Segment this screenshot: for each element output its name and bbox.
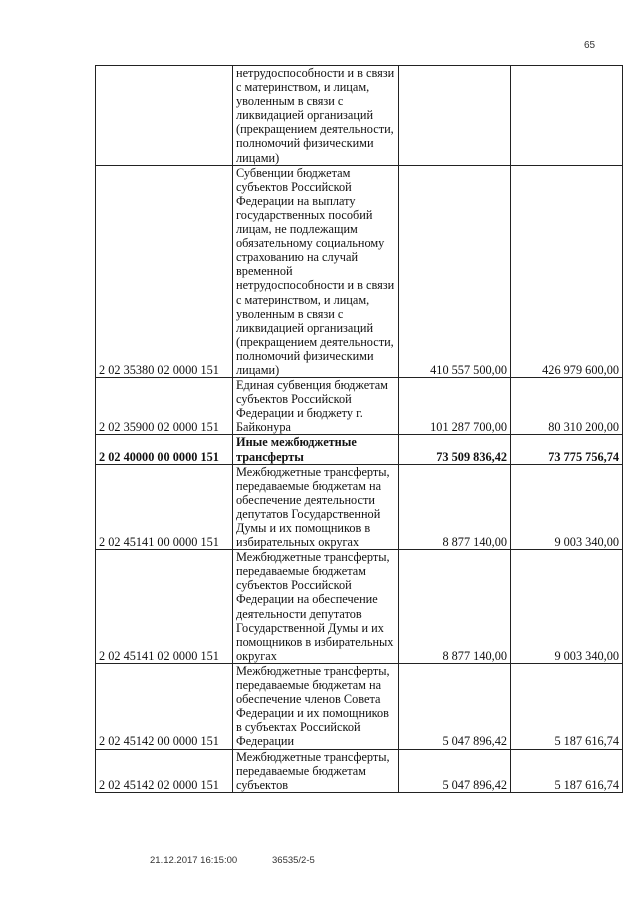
- amount-cell-2: 73 775 756,74: [511, 435, 623, 464]
- footer-timestamp: 21.12.2017 16:15:00: [150, 855, 238, 866]
- budget-code-cell: 2 02 45141 00 0000 151: [96, 464, 233, 550]
- budget-table: [95, 65, 623, 793]
- amount-cell-2: 9 003 340,00: [511, 464, 623, 550]
- table-row: [96, 663, 623, 749]
- budget-code-cell: 2 02 45142 02 0000 151: [96, 749, 233, 792]
- budget-code-cell: 2 02 35900 02 0000 151: [96, 378, 233, 435]
- description-cell: нетрудоспособности и в связи с материнством, и лицам, уволенным в связи с ликвидацией организаций (прекращением деятельности, полномочий физическими лицами): [233, 66, 399, 166]
- description-cell: Межбюджетные трансферты, передаваемые бюджетам на обеспечение деятельности депутатов Государственной Думы и их помощников в избирательных округах: [233, 464, 399, 550]
- amount-cell-2: 9 003 340,00: [511, 550, 623, 664]
- description-cell: Межбюджетные трансферты, передаваемые бюджетам на обеспечение членов Совета Федерации и их помощников в субъектах Российской Федерации: [233, 663, 399, 749]
- amount-cell-2: 80 310 200,00: [511, 378, 623, 435]
- description-cell: Иные межбюджетные трансферты: [233, 435, 399, 464]
- table-row: [96, 550, 623, 664]
- footer-document-number: 36535/2-5: [272, 855, 315, 866]
- amount-cell-2: 5 187 616,74: [511, 663, 623, 749]
- amount-cell-2: [511, 66, 623, 166]
- budget-code-cell: 2 02 40000 00 0000 151: [96, 435, 233, 464]
- table-row: [96, 749, 623, 792]
- amount-cell-1: 5 047 896,42: [399, 749, 511, 792]
- amount-cell-1: 73 509 836,42: [399, 435, 511, 464]
- amount-cell-1: 5 047 896,42: [399, 663, 511, 749]
- amount-cell-1: 410 557 500,00: [399, 165, 511, 377]
- table-row: [96, 378, 623, 435]
- table-row: [96, 165, 623, 377]
- table-row: [96, 66, 623, 166]
- amount-cell-2: 5 187 616,74: [511, 749, 623, 792]
- table-row: [96, 464, 623, 550]
- amount-cell-1: 8 877 140,00: [399, 464, 511, 550]
- table-row-subtotal: [96, 435, 623, 464]
- description-cell: Единая субвенция бюджетам субъектов Российской Федерации и бюджету г. Байконура: [233, 378, 399, 435]
- budget-code-cell: [96, 66, 233, 166]
- budget-code-cell: 2 02 45141 02 0000 151: [96, 550, 233, 664]
- amount-cell-1: 101 287 700,00: [399, 378, 511, 435]
- amount-cell-1: [399, 66, 511, 166]
- amount-cell-2: 426 979 600,00: [511, 165, 623, 377]
- description-cell: Межбюджетные трансферты, передаваемые бюджетам субъектов: [233, 749, 399, 792]
- page-number: 65: [584, 40, 596, 51]
- budget-code-cell: 2 02 35380 02 0000 151: [96, 165, 233, 377]
- amount-cell-1: 8 877 140,00: [399, 550, 511, 664]
- budget-code-cell: 2 02 45142 00 0000 151: [96, 663, 233, 749]
- description-cell: Субвенции бюджетам субъектов Российской Федерации на выплату государственных пособий лицам, не подлежащим обязательному социальному страхованию на случай временной нетрудоспособности и в связи с материнством, и лицам, уволенным в связи с ликвидацией организаций (прекращением деятельности, полномочий физическими лицами): [233, 165, 399, 377]
- description-cell: Межбюджетные трансферты, передаваемые бюджетам субъектов Российской Федерации на обеспечение деятельности депутатов Государственной Думы и их помощников в избирательных округах: [233, 550, 399, 664]
